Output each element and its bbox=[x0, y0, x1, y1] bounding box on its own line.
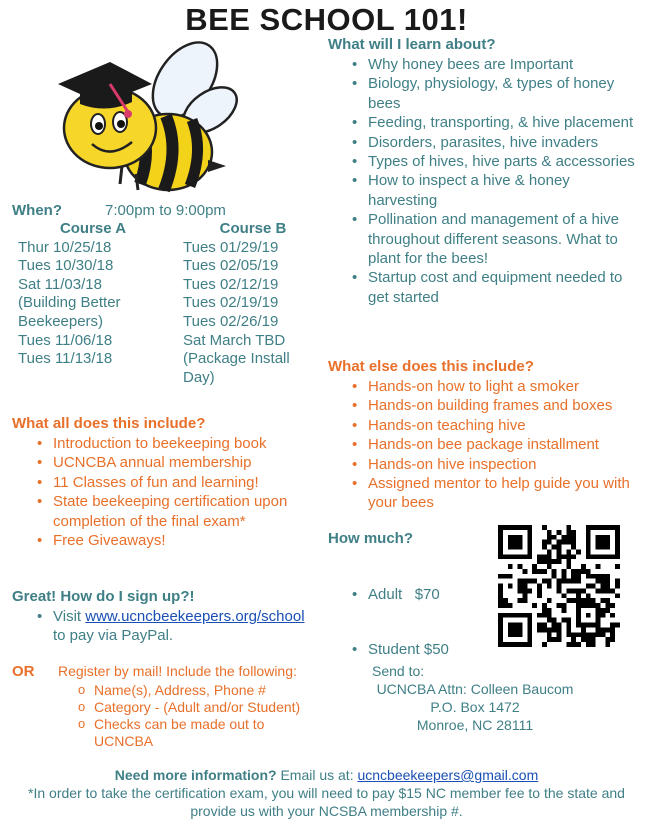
list-item: • Assigned mentor to help guide you with your bees bbox=[348, 474, 643, 513]
certification-note: *In order to take the certification exam, you will need to pay $15 NC member fee to the state and provide us with your NCSBA membership #. bbox=[28, 785, 625, 819]
list-item: o Checks can be made out to UCNCBA bbox=[72, 716, 317, 750]
mailing-address bbox=[360, 680, 590, 734]
course-b-date: Sat March TBD bbox=[183, 331, 286, 349]
course-a-date: Tues 10/30/18 bbox=[18, 257, 114, 275]
list-item: • Feeding, transporting, & hive placement bbox=[348, 113, 638, 132]
list-item: • 11 Classes of fun and learning! bbox=[33, 473, 323, 492]
list-item: • Hands-on how to light a smoker bbox=[348, 377, 643, 396]
course-b-date: Tues 02/05/19 bbox=[183, 257, 279, 275]
address-line: P.O. Box 1472 bbox=[430, 699, 520, 715]
course-a bbox=[18, 220, 168, 369]
course-b-date: Tues 02/26/19 bbox=[183, 312, 279, 330]
includes-left-heading: What all does this include? bbox=[12, 415, 206, 432]
list-item: • Pollination and management of a hive throughout different seasons. What to plant for the bees! bbox=[348, 210, 638, 268]
course-a-date: Tues 11/06/18 bbox=[18, 331, 113, 349]
visit-text: Visit bbox=[53, 608, 86, 625]
or-label: OR bbox=[12, 663, 35, 680]
course-b-header: Course B bbox=[219, 220, 287, 237]
list-item: • Types of hives, hive parts & accessories bbox=[348, 152, 638, 171]
list-item: • Biology, physiology, & types of honey bees bbox=[348, 74, 638, 113]
price-list bbox=[348, 549, 488, 678]
bee-mascot-icon bbox=[40, 40, 240, 198]
when-label: When? bbox=[12, 202, 62, 219]
list-item: • Hands-on teaching hive bbox=[348, 416, 643, 435]
includes-right-list bbox=[348, 377, 643, 513]
list-item: • Hands-on building frames and boxes bbox=[348, 396, 643, 415]
course-a-date: Thur 10/25/18 bbox=[18, 238, 112, 256]
list-item: • Introduction to beekeeping book bbox=[33, 434, 323, 453]
list-item: • Why honey bees are Important bbox=[348, 55, 638, 74]
send-to-label: Send to: bbox=[372, 663, 425, 679]
course-b-date: Tues 02/12/19 bbox=[183, 275, 279, 293]
list-item: • How to inspect a hive & honey harvesting bbox=[348, 171, 638, 210]
list-item: • UCNCBA annual membership bbox=[33, 453, 323, 472]
contact-line bbox=[0, 767, 653, 783]
list-item: • Disorders, parasites, hive invaders bbox=[348, 133, 638, 152]
email-link[interactable]: ucncbeekeepers@gmail.com bbox=[357, 767, 539, 783]
includes-right-heading: What else does this include? bbox=[328, 358, 534, 375]
course-a-date: Tues 11/13/18 bbox=[18, 350, 113, 368]
list-item: • State beekeeping certification upon completion of the final exam* bbox=[33, 492, 323, 531]
list-item: • Startup cost and equipment needed to get started bbox=[348, 268, 638, 307]
mail-list bbox=[72, 682, 317, 750]
price-adult: • Adult $70 bbox=[348, 585, 488, 604]
when-time: 7:00pm to 9:00pm bbox=[105, 202, 226, 219]
list-item: • Free Giveaways! bbox=[33, 531, 323, 550]
signup-list bbox=[33, 607, 333, 646]
course-a-date: Beekeepers) bbox=[18, 312, 104, 330]
course-b-date: (Package Install bbox=[183, 350, 290, 368]
list-item: • Hands-on hive inspection bbox=[348, 455, 643, 474]
email-us-text: Email us at: bbox=[276, 767, 358, 783]
course-b-date: Tues 01/29/19 bbox=[183, 238, 279, 256]
signup-heading: Great! How do I sign up?! bbox=[12, 588, 195, 605]
address-line: Monroe, NC 28111 bbox=[416, 717, 534, 733]
school-link[interactable]: www.ucncbeekeepers.org/school bbox=[85, 608, 305, 625]
qr-code-icon[interactable] bbox=[498, 525, 620, 647]
course-a-date: Sat 11/03/18 bbox=[18, 275, 102, 293]
list-item: o Category - (Adult and/or Student) bbox=[72, 699, 317, 716]
list-item bbox=[33, 607, 333, 646]
course-b-date: Tues 02/19/19 bbox=[183, 294, 279, 312]
course-b-date: Day) bbox=[183, 368, 215, 386]
need-more-label: Need more information? bbox=[114, 767, 277, 783]
learn-list bbox=[348, 55, 638, 307]
list-item: • Hands-on bee package installment bbox=[348, 435, 643, 454]
learn-heading: What will I learn about? bbox=[328, 36, 496, 53]
includes-left-list bbox=[33, 434, 323, 550]
course-a-header: Course A bbox=[59, 220, 127, 237]
course-a-date: (Building Better bbox=[18, 294, 121, 312]
course-b bbox=[183, 220, 323, 387]
paypal-text: to pay via PayPal. bbox=[53, 627, 174, 645]
page-title: BEE SCHOOL 101! bbox=[185, 2, 468, 37]
price-heading: How much? bbox=[328, 530, 413, 547]
address-line: UCNCBA Attn: Colleen Baucom bbox=[376, 681, 574, 697]
mail-intro: Register by mail! Include the following: bbox=[58, 663, 297, 679]
price-student: • Student $50 bbox=[348, 640, 488, 659]
list-item: o Name(s), Address, Phone # bbox=[72, 682, 317, 699]
